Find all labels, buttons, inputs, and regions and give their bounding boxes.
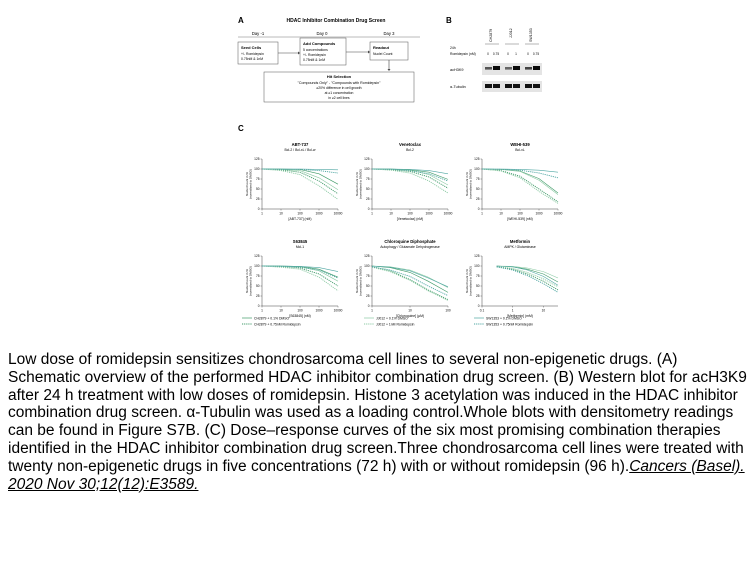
legend-jj012 xyxy=(364,317,414,327)
x-tick-label: 1000 xyxy=(315,308,323,313)
legend-label: JJ012 + 0.1% DMSO xyxy=(376,316,408,321)
y-label-line: Nuclei Count in % xyxy=(465,269,469,293)
x-tick-label: 1 xyxy=(371,308,373,313)
series-line xyxy=(262,169,338,184)
cell-line-label: CH2879 xyxy=(489,28,493,42)
y-tick-label: 75 xyxy=(475,177,480,182)
y-tick-label: 125 xyxy=(364,157,370,162)
band xyxy=(513,66,520,70)
chart-title: Venetoclax xyxy=(399,142,421,147)
y-tick-label: 75 xyxy=(255,274,260,279)
box-line: 0.75nM & 1nM xyxy=(241,57,264,61)
legend-label: SW1353 + 0.75nM Romidepsin xyxy=(486,322,534,327)
y-tick-label: 50 xyxy=(475,284,480,289)
y-label-line: (normalized to DMSO) xyxy=(358,266,363,296)
legend-label: SW1353 + 0.1% DMSO xyxy=(486,316,522,321)
series-line xyxy=(482,169,558,193)
x-tick-label: 100 xyxy=(297,211,303,216)
y-tick-label: 50 xyxy=(365,284,370,289)
x-tick-label: 1 xyxy=(371,211,373,216)
dose-response-chart xyxy=(465,142,563,221)
series-line xyxy=(372,267,448,300)
cell-line-label: SW1353 xyxy=(529,28,533,42)
box-title: Add Compounds xyxy=(303,41,336,46)
series-line xyxy=(262,169,338,194)
chart-subtitle: Mcl-1 xyxy=(295,245,305,249)
x-axis-label: [S63845] (nM) xyxy=(289,314,311,318)
dose-response-chart xyxy=(355,142,453,221)
caption-text: Low dose of romidepsin sensitizes chondrosarcoma cell lines to several non-epigenetic drugs. (A) Schematic overview of the performed HDAC inhibitor combination drug screen. (B) Western blot for acH3K9 after 24 h treatment with low doses of romidepsin. Histone 3 acetylation was induced in the HDAC inhibitor combination drug screen. α-Tubulin was used as a loading control.Whole blots with densitometry readings can be found in Figure S7B. (C) Dose–response curves of the six most promising combination therapies identified in the HDAC inhibitor combination drug screen.Three chondrosarcoma cell lines were treated with twenty non-epigenetic drugs in five concentrations (72 h) with or without romidepsin (96 h). xyxy=(8,351,747,475)
x-axis-label: [Venetoclax] (nM) xyxy=(396,217,424,221)
dose-label: 0 xyxy=(507,52,509,56)
chart-title: WEHI-539 xyxy=(510,142,530,147)
y-tick-label: 50 xyxy=(475,187,480,192)
chart-subtitle: Autophagy / Glutamate Dehydrogenase xyxy=(380,245,440,249)
chart-subtitle: Bcl-2 xyxy=(406,148,414,152)
y-tick-label: 125 xyxy=(474,157,480,162)
series-line xyxy=(372,169,448,193)
box-title: Seed Cells xyxy=(241,45,262,50)
y-tick-label: 0 xyxy=(477,207,480,212)
dose-response-chart xyxy=(245,239,343,318)
hit-line: in ≥2 cell lines xyxy=(328,96,350,100)
legend-sw1353 xyxy=(474,317,533,327)
y-label-line: Nuclei Count in % xyxy=(245,269,249,293)
panel-a-title: HDAC Inhibitor Combination Drug Screen xyxy=(286,18,386,24)
y-tick-label: 25 xyxy=(255,294,260,299)
x-tick-label: 1000 xyxy=(315,211,323,216)
y-tick-label: 0 xyxy=(367,304,370,309)
blot-label: α-Tubulin xyxy=(450,85,466,89)
cell-line-label: JJ012 xyxy=(509,28,513,38)
x-tick-label: 10 xyxy=(408,308,412,313)
y-tick-label: 100 xyxy=(254,264,260,269)
x-tick-label: 0.1 xyxy=(479,308,485,313)
y-label-line: (normalized to DMSO) xyxy=(248,169,253,199)
panel-c-letter: C xyxy=(238,124,244,133)
x-axis-label: [Chloroquine] (µM) xyxy=(395,314,425,318)
y-tick-label: 125 xyxy=(254,254,260,259)
band xyxy=(505,67,512,70)
citation-link[interactable]: Cancers (Basel). 2020 Nov 30;12(12):E3589. xyxy=(8,457,745,493)
band xyxy=(485,67,492,70)
box-line: 5 concentrations xyxy=(303,48,328,52)
dose-response-chart xyxy=(465,239,558,318)
dose-label: 0.75 xyxy=(532,52,540,56)
day-label: Day 0 xyxy=(316,31,328,36)
arrow-head xyxy=(298,52,300,55)
y-label-line: Nuclei Count in % xyxy=(245,172,249,196)
band xyxy=(513,84,520,88)
x-axis-label: [ABT-737] (nM) xyxy=(288,217,312,221)
x-tick-label: 10 xyxy=(499,211,503,216)
y-axis-label xyxy=(245,169,253,199)
y-label-line: (normalized to DMSO) xyxy=(468,266,473,296)
chart-title: Metformin xyxy=(509,239,531,244)
box-title: Readout xyxy=(373,45,389,50)
x-tick-label: 1000 xyxy=(425,211,433,216)
x-tick-label: 1 xyxy=(511,308,514,313)
panel-b xyxy=(446,16,542,92)
band xyxy=(493,66,500,70)
y-tick-label: 50 xyxy=(365,187,370,192)
band xyxy=(525,67,532,70)
y-tick-label: 125 xyxy=(254,157,260,162)
band xyxy=(533,66,540,70)
figure xyxy=(228,14,563,342)
y-tick-label: 125 xyxy=(474,254,480,259)
arrow-head xyxy=(368,51,370,54)
x-tick-label: 1000 xyxy=(535,211,543,216)
y-label-line: Nuclei Count in % xyxy=(355,172,359,196)
chart-title: ABT-737 xyxy=(291,142,309,147)
day-label: Day 3 xyxy=(383,31,395,36)
y-tick-label: 75 xyxy=(365,274,370,279)
figure-svg xyxy=(228,14,563,342)
x-tick-label: 100 xyxy=(407,211,413,216)
y-tick-label: 0 xyxy=(367,207,370,212)
y-tick-label: 100 xyxy=(364,167,370,172)
x-tick-label: 10 xyxy=(541,308,546,313)
panel-a-letter: A xyxy=(238,16,244,25)
y-tick-label: 75 xyxy=(255,177,260,182)
y-tick-label: 0 xyxy=(257,207,260,212)
y-tick-label: 100 xyxy=(474,264,480,269)
x-tick-label: 100 xyxy=(445,308,451,313)
chart-title: S63845 xyxy=(292,239,308,244)
row-label: 24h xyxy=(450,46,456,50)
y-axis-label xyxy=(355,266,363,296)
legend-label: CH2879 + 0.1% DMSO xyxy=(254,316,290,321)
dose-label: 1 xyxy=(515,52,517,56)
day-label: Day -1 xyxy=(251,31,265,36)
y-axis-label xyxy=(245,266,253,296)
x-tick-label: 10 xyxy=(279,211,283,216)
x-tick-label: 1 xyxy=(481,211,483,216)
dose-response-chart xyxy=(245,142,343,221)
y-tick-label: 100 xyxy=(474,167,480,172)
panel-a xyxy=(238,16,420,102)
y-tick-label: 50 xyxy=(255,284,260,289)
legend-label: CH2879 + 0.75nM Romidepsin xyxy=(254,322,301,327)
hit-line: at ≥1 concentration xyxy=(324,91,354,95)
y-label-line: (normalized to DMSO) xyxy=(468,169,473,199)
y-label-line: Nuclei Count in % xyxy=(355,269,359,293)
series-line xyxy=(482,169,558,195)
y-axis-label xyxy=(355,169,363,199)
y-tick-label: 100 xyxy=(254,167,260,172)
chart-subtitle: AMPK / Glutaminase xyxy=(504,245,536,249)
y-label-line: (normalized to DMSO) xyxy=(248,266,253,296)
y-tick-label: 75 xyxy=(475,274,480,279)
x-tick-label: 100 xyxy=(517,211,523,216)
band xyxy=(485,84,492,88)
dose-response-chart xyxy=(355,239,451,318)
series-line xyxy=(262,266,338,291)
band xyxy=(525,84,532,88)
band xyxy=(493,84,500,88)
row-label: Romidepsin (nM) xyxy=(450,52,476,56)
chart-subtitle: Bcl-2 / Bcl-xL / Bcl-w xyxy=(284,148,316,152)
x-tick-label: 10000 xyxy=(553,211,563,216)
y-tick-label: 25 xyxy=(255,197,260,202)
series-line xyxy=(262,169,338,199)
y-tick-label: 25 xyxy=(365,197,370,202)
x-tick-label: 100 xyxy=(297,308,303,313)
x-tick-label: 10000 xyxy=(333,308,343,313)
y-tick-label: 75 xyxy=(365,177,370,182)
arrow-head xyxy=(388,69,391,71)
box-line: +/- Romidepsin xyxy=(241,52,264,56)
blot-label: acH3K9 xyxy=(450,68,464,72)
y-label-line: (normalized to DMSO) xyxy=(358,169,363,199)
dose-label: 0 xyxy=(527,52,529,56)
panel-b-letter: B xyxy=(446,16,452,25)
legend-ch2879 xyxy=(242,317,301,327)
panel-c-charts xyxy=(245,142,563,318)
y-axis-label xyxy=(465,169,473,199)
band xyxy=(505,84,512,88)
hit-line: ≥20% difference in cell growth xyxy=(316,86,362,90)
y-tick-label: 25 xyxy=(365,294,370,299)
series-line xyxy=(482,169,558,202)
dose-label: 0.75 xyxy=(492,52,500,56)
dose-label: 0 xyxy=(487,52,489,56)
y-tick-label: 0 xyxy=(477,304,480,309)
y-tick-label: 50 xyxy=(255,187,260,192)
hit-line: "Compounds Only" - "Compounds with Romidepsin" xyxy=(297,81,381,85)
box-line: +/- Romidepsin xyxy=(303,53,326,57)
x-tick-label: 1 xyxy=(261,308,263,313)
y-tick-label: 25 xyxy=(475,197,480,202)
x-axis-label: [WEHI-539] (nM) xyxy=(507,217,533,221)
legend-label: JJ012 + 1nM Romidepsin xyxy=(376,322,415,327)
y-axis-label xyxy=(465,266,473,296)
y-tick-label: 125 xyxy=(364,254,370,259)
hit-title: Hit Selection xyxy=(326,74,352,79)
y-tick-label: 25 xyxy=(475,294,480,299)
box-line: Nuclei Count xyxy=(373,52,393,56)
y-tick-label: 0 xyxy=(257,304,260,309)
chart-title: Chloroquine Diphosphate xyxy=(384,239,436,244)
x-axis-label: [Metformin] (mM) xyxy=(507,314,533,318)
y-tick-label: 100 xyxy=(364,264,370,269)
chart-subtitle: Bcl-xL xyxy=(515,148,525,152)
figure-caption xyxy=(8,351,750,493)
band xyxy=(533,84,540,88)
y-label-line: Nuclei Count in % xyxy=(465,172,469,196)
box-line: 0.75nM & 1nM xyxy=(303,58,326,62)
x-tick-label: 10000 xyxy=(333,211,343,216)
x-tick-label: 10 xyxy=(279,308,283,313)
x-tick-label: 1 xyxy=(261,211,263,216)
x-tick-label: 10 xyxy=(389,211,393,216)
x-tick-label: 10000 xyxy=(443,211,453,216)
